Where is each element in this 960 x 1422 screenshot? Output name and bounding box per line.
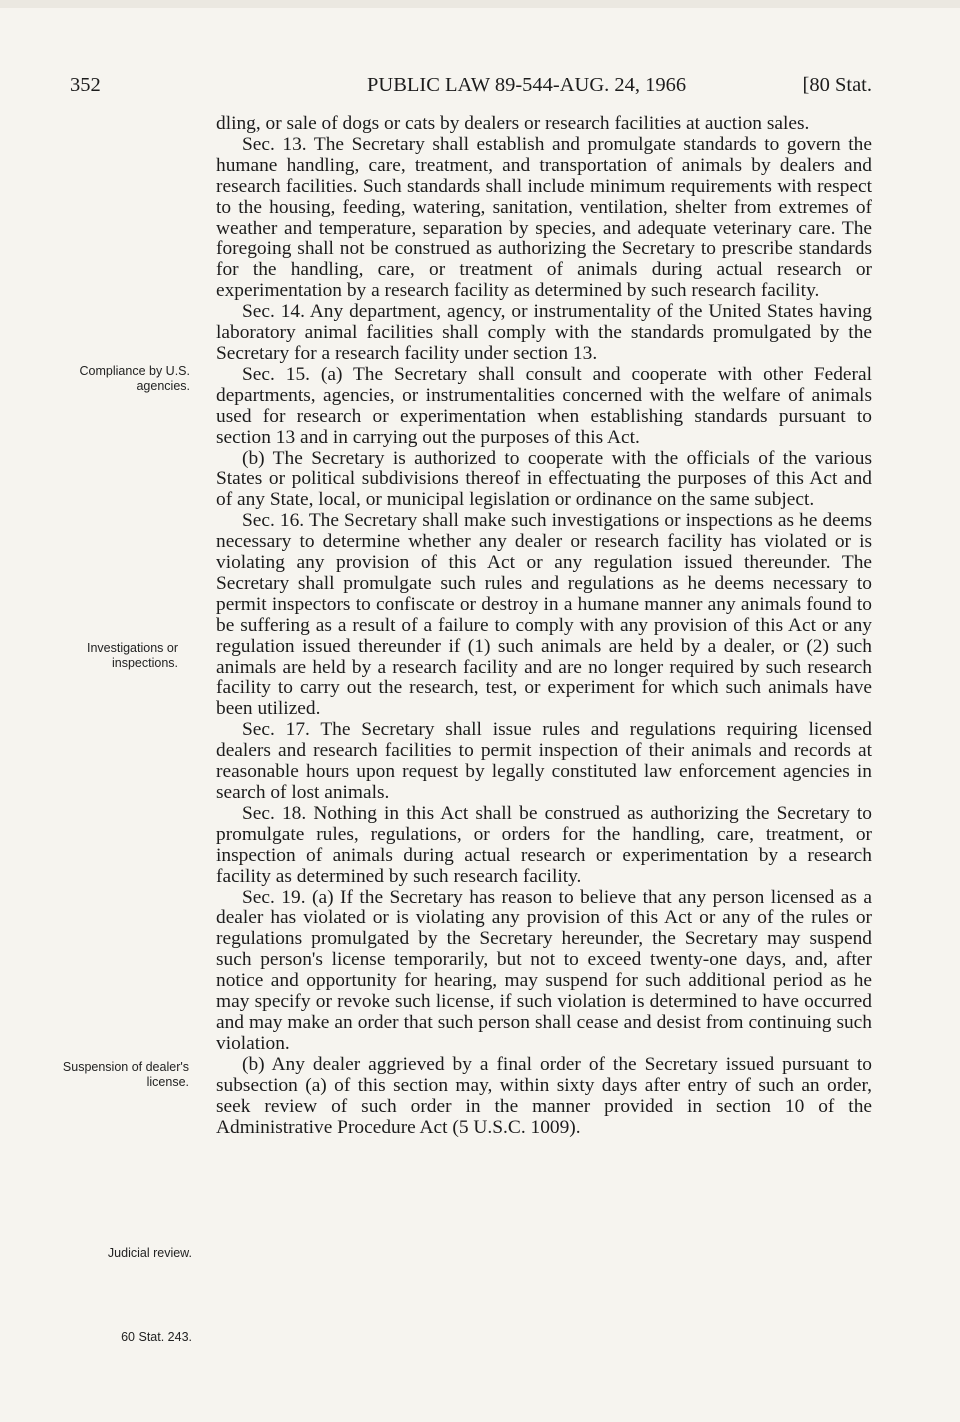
scan-edge bbox=[0, 0, 960, 8]
margin-note-judicial-review: Judicial review. bbox=[107, 1246, 192, 1260]
section-15-b: (b) The Secretary is authorized to cooperate with the officials of the various States or political subdivisions thereof in effectuating the purposes of this Act and of any State, local, or municipal legislation or ordinance on the same subject. bbox=[216, 447, 872, 511]
margin-note-suspension: Suspension of dealer's license. bbox=[62, 1060, 189, 1089]
margin-note-compliance: Compliance by U.S. agencies. bbox=[79, 364, 190, 393]
margin-note-investigations: Investigations or inspections. bbox=[86, 641, 178, 670]
section-15-a: Sec. 15. (a) The Secretary shall consult and cooperate with other Federal departments, agencies, or instrumentalities concerned with the welfare of animals used for research or experimentation when establishing standards pursuant to section 13 and in carrying out the purposes of this Act. bbox=[216, 363, 872, 448]
page-header bbox=[70, 74, 872, 104]
section-16: Sec. 16. The Secretary shall make such investigations or inspections as he deems necessary to determine whether any dealer or research facility has violated or is violating any provision of this Act or any regulation issued thereunder. The Secretary shall promulgate such rules and regulations as he deems necessary to permit inspectors to confiscate or destroy in a humane manner any animals found to be suffering as a result of a failure to comply with any provision of this Act or any regulation issued thereunder if (1) such animals are held by a dealer, or (2) such animals are held by a research facility and are no longer required by such research facility to carry out the research, test, or experiment for which such animals have been utilized. bbox=[216, 510, 872, 720]
section-14: Sec. 14. Any department, agency, or instrumentality of the United States having laboratory animal facilities shall comply with the standards promulgated by the Secretary for a research facility under section 13. bbox=[216, 301, 872, 364]
section-19-b: (b) Any dealer aggrieved by a final order of the Secretary issued pursuant to subsection (a) of this section may, within sixty days after entry of such an order, seek review of such order in the manner provided in section 10 of the Administrative Procedure Act (5 U.S.C. 1009). bbox=[216, 1053, 872, 1138]
section-19-a: Sec. 19. (a) If the Secretary has reason to believe that any person licensed as a dealer has violated or is violating any provision of this Act or any of the rules or regulations promulgated by the Secretary hereunder, the Secretary may suspend such person's license temporarily, but not to exceed twenty-one days, and, after notice and opportunity for hearing, may suspend for such additional period as he may specify or revoke such license, if such violation is determined to have occurred and may make an order that such person shall cease and desist from continuing such violation. bbox=[216, 886, 872, 1054]
section-17: Sec. 17. The Secretary shall issue rules and regulations requiring licensed dealers and research facilities to permit inspection of their animals and records at reasonable hours upon request by legally constituted law enforcement agencies in search of lost animals. bbox=[216, 719, 872, 803]
paragraph-continuation: dling, or sale of dogs or cats by dealers or research facilities at auction sales. bbox=[216, 113, 810, 134]
section-18: Sec. 18. Nothing in this Act shall be construed as authorizing the Secretary to promulgate rules, regulations, or orders for the handling, care, treatment, or inspection of animals during actual research or experimentation by a research facility as determined by such research facility. bbox=[216, 802, 872, 887]
running-title: PUBLIC LAW 89-544-AUG. 24, 1966 bbox=[367, 74, 687, 96]
statute-reference: [80 Stat. bbox=[802, 74, 872, 96]
page-number: 352 bbox=[70, 74, 101, 96]
section-13: Sec. 13. The Secretary shall establish and promulgate standards to govern the humane handling, care, treatment, and transportation of animals by dealers and research facilities. Such standards shall include minimum requirements with respect to the housing, feeding, watering, sanitation, ventilation, shelter from extremes of weather and temperature, separation by species, and adequate veterinary care. The foregoing shall not be construed as authorizing the Secretary to prescribe standards for the handling, care, or treatment of animals during actual research or experimentation by a research facility as determined by such research facility. bbox=[216, 133, 872, 302]
statute-text bbox=[216, 114, 872, 1138]
margin-note-stat-citation: 60 Stat. 243. bbox=[121, 1330, 192, 1344]
